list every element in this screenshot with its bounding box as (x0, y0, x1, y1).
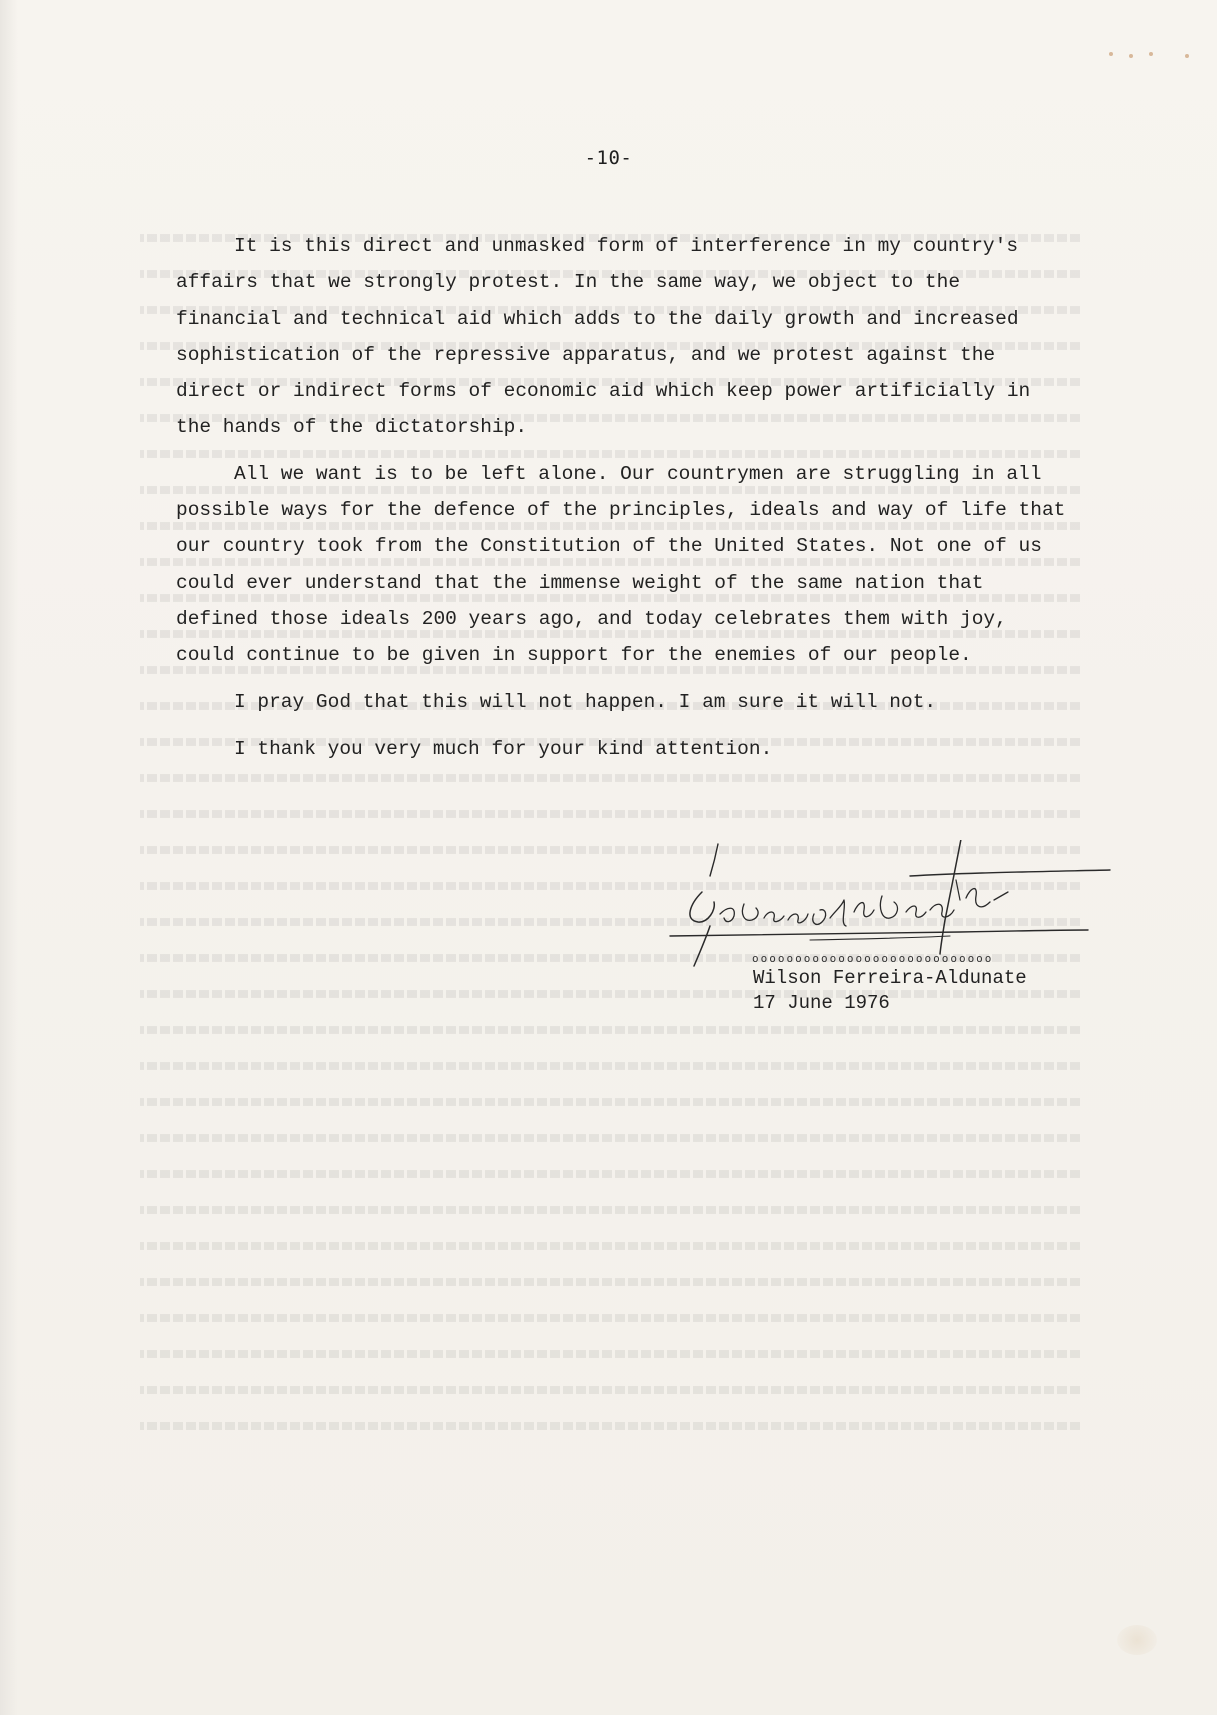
paragraph: I thank you very much for your kind attention. (234, 737, 773, 760)
signer-name: Wilson Ferreira-Aldunate (753, 967, 1027, 989)
page-edge-shadow (0, 0, 18, 1715)
paragraph: It is this direct and unmasked form of interference in my country's affairs that we strongly protest. In the same way, we object to the financial and technical aid which adds to the daily growth and increased sophistication of the repressive apparatus, and we protest against the direct or indirect forms of economic aid which keep power artificially in the hands of the dictatorship. (176, 235, 1031, 439)
page-number: -10- (584, 147, 633, 169)
handwritten-signature (660, 840, 1120, 970)
paper-spot (1149, 52, 1153, 56)
signature-dotted-line: oooooooooooooooooooooooooooo (752, 952, 994, 965)
paper-stain (1117, 1625, 1157, 1655)
signature-date: 17 June 1976 (753, 992, 890, 1014)
paragraph: All we want is to be left alone. Our countrymen are struggling in all possible ways for the defence of the principles, ideals and way of life that our country took from the Constitution of the United States. Not one of us could ever understand that the immense weight of the same nation that defined those ideals 200 years ago, and today celebrates them with joy, could continue to be given in support for the enemies of our people. (176, 462, 1066, 667)
paper-spot (1185, 54, 1189, 58)
letter-body (176, 228, 1076, 778)
signature-block (660, 840, 1120, 1030)
paper-spot (1129, 54, 1133, 58)
paragraph: I pray God that this will not happen. I am sure it will not. (234, 690, 937, 713)
paper-spot (1109, 52, 1113, 56)
